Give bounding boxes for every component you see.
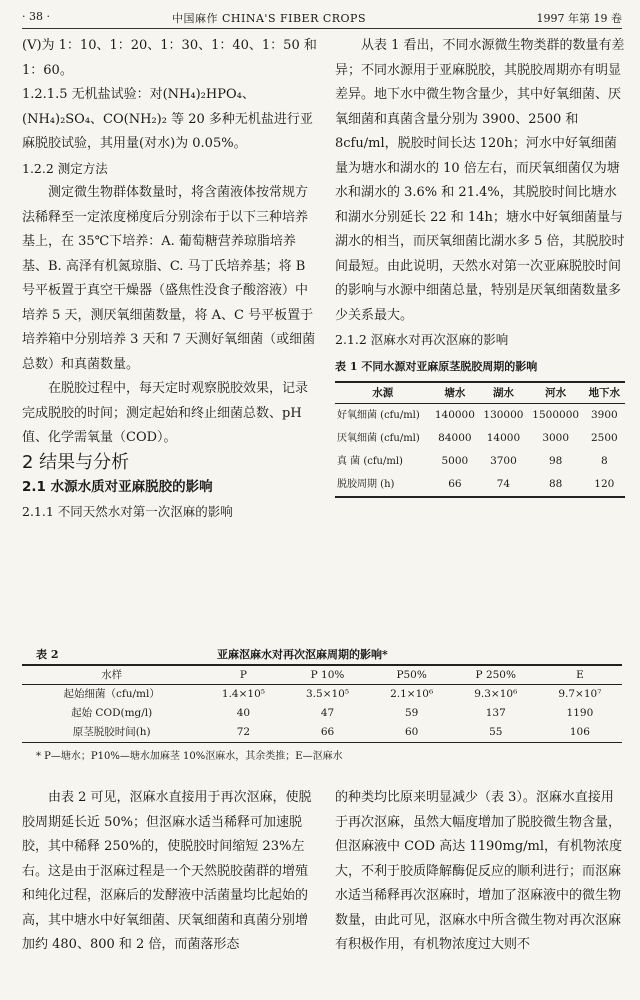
paragraph: 测定微生物群体数量时，将含菌液体按常规方法稀释至一定浓度梯度后分别涂布于以下三种培养基上，在 35℃下培养：A. 葡萄糖营养琼脂培养基、B. 高泽有机氮琼脂、C. 马丁氏培养基；将 B 号平板置于真空干燥器（盛焦性没食子酸溶液）中培养 5 天，测厌氧细菌数量，将 A、C 号平板置于培养箱中分别培养 3 天和 7 天测好氧细菌（或细菌总数）和真菌数量。 (22, 185, 316, 372)
table-2-block (22, 644, 622, 762)
row-label: 真 菌 (cfu/ml) (337, 456, 403, 467)
table-cell: 59 (404, 707, 419, 719)
table-cell: 140000 (434, 409, 475, 421)
table-cell: 72 (201, 723, 285, 743)
section-heading-2-1-2: 2.1.2 沤麻水对再次沤麻的影响 (335, 332, 509, 347)
table-2-label: 表 2 (36, 648, 59, 661)
table-header-cell: 地下水 (584, 382, 625, 404)
volume-info: 1997 年第 19 卷 (536, 12, 622, 25)
table-cell: 40 (236, 707, 251, 719)
table-1-caption: 表 1 不同水源对亚麻原茎脱胶周期的影响 (335, 359, 538, 373)
table-cell: 98 (548, 455, 563, 467)
table-2 (22, 664, 622, 743)
right-column (335, 34, 625, 498)
table-cell: 55 (454, 723, 538, 743)
row-label: 好氧细菌 (cfu/ml) (337, 410, 420, 421)
table-cell: 66 (285, 723, 369, 743)
page-number: · 38 · (22, 10, 50, 23)
table-cell: 14000 (486, 432, 521, 444)
page-header (22, 8, 622, 29)
row-label: 起始细菌（cfu/ml） (63, 688, 160, 700)
table-header-cell: E (538, 665, 622, 685)
table-cell: 120 (584, 473, 625, 497)
table-cell: 3.5×10⁵ (306, 688, 350, 700)
table-2-caption: 亚麻沤麻水对再次沤麻周期的影响* (217, 648, 388, 661)
row-label: 原茎脱胶时间(h) (22, 723, 201, 743)
table-cell: 47 (320, 707, 335, 719)
table-header-cell: 水源 (335, 382, 431, 404)
table-cell: 60 (370, 723, 454, 743)
table-row (22, 723, 622, 743)
table-row (335, 404, 625, 428)
table-cell: 3900 (590, 409, 618, 421)
table-cell: 2.1×10⁶ (390, 688, 434, 700)
bottom-left-column (22, 786, 317, 958)
table-cell: 8 (600, 455, 608, 467)
table-cell: 2500 (590, 432, 618, 444)
left-column (22, 34, 317, 524)
paragraph: 由表 2 可见，沤麻水直接用于再次沤麻，使脱胶周期延长近 50%；但沤麻水适当稀释可加速脱胶，其中稀释 250%的，使脱胶时间缩短 23%左右。这是由于沤麻过程是一个天然脱胶菌群的增殖和纯化过程，沤麻后的发酵液中活菌量均比起始的高，其中塘水中好氧细菌、厌氧细菌和真菌分别增加约 480、800 和 2 倍，而菌落形态 (22, 790, 312, 952)
row-label: 起始 COD(mg/l) (71, 707, 153, 719)
table-header-cell: P 250% (454, 665, 538, 685)
bottom-right-column (335, 786, 625, 958)
table-row (335, 450, 625, 473)
row-label: 脱胶周期 (h) (335, 473, 431, 497)
table-cell: 66 (431, 473, 480, 497)
table-cell: 1190 (566, 707, 594, 719)
table-cell: 74 (479, 473, 528, 497)
journal-title: 中国麻作 CHINA'S FIBER CROPS (172, 12, 366, 25)
table-cell: 84000 (438, 432, 472, 444)
table-cell: 106 (538, 723, 622, 743)
table-cell: 9.7×10⁷ (558, 688, 602, 700)
table-2-footnote: * P—塘水；P10%—塘水加麻茎 10%沤麻水，其余类推；E—沤麻水 (36, 751, 343, 762)
table-header-cell: P50% (370, 665, 454, 685)
table-2-heading (22, 644, 622, 664)
section-heading-2: 2 结果与分析 (22, 451, 130, 473)
table-header-cell: 河水 (528, 382, 584, 404)
table-header-cell: 水样 (22, 665, 201, 685)
table-header-cell: 湖水 (479, 382, 528, 404)
table-cell: 9.3×10⁶ (474, 688, 518, 700)
row-label: 厌氧细菌 (cfu/ml) (337, 433, 420, 444)
section-heading-1-2-2: 1.2.2 测定方法 (22, 160, 108, 176)
section-heading-2-1-1: 2.1.1 不同天然水对第一次沤麻的影响 (22, 503, 233, 519)
section-heading-2-1: 2.1 水源水质对亚麻脱胶的影响 (22, 479, 213, 495)
table-header-cell: P 10% (285, 665, 369, 685)
paragraph: 的种类均比原来明显减少（表 3）。沤麻水直接用于再次沤麻，虽然大幅度增加了脱胶微生物含量，但沤麻液中 COD 高达 1190mg/ml，有机物浓度大，不利于胶质降解酶促反应的顺利进行；而沤麻水适当稀释再次沤麻时，增加了沤麻液中的微生物数量，由此可见，沤麻水中所含微生物对再次沤麻有积极作用，有机物浓度过大则不 (335, 790, 623, 952)
table-cell: 5000 (441, 455, 469, 467)
table-cell: 3000 (542, 432, 570, 444)
table-row (22, 685, 622, 705)
table-header-row (335, 382, 625, 404)
table-cell: 1.4×10⁵ (221, 688, 265, 700)
paragraph: 在脱胶过程中，每天定时观察脱胶效果，记录完成脱胶的时间；测定起始和终止细菌总数、pH 值、化学需氧量（COD）。 (22, 381, 309, 445)
table-cell: 88 (528, 473, 584, 497)
table-header-cell: P (201, 665, 285, 685)
table-header-row (22, 665, 622, 685)
paragraph: 1.2.1.5 无机盐试验：对(NH₄)₂HPO₄、(NH₄)₂SO₄、CO(NH₂)₂ 等 20 多种无机盐进行亚麻脱胶试验，其用量(对水)为 0.05%。 (22, 87, 313, 151)
table-row (22, 704, 622, 723)
paragraph: (V)为 1：10、1：20、1：30、1：40、1：50 和 1：60。 (22, 38, 317, 78)
table-cell: 1500000 (532, 409, 580, 421)
table-1 (335, 381, 625, 498)
table-cell: 137 (485, 707, 506, 719)
paragraph: 从表 1 看出，不同水源微生物类群的数量有差异；不同水源用于亚麻脱胶，其脱胶周期亦有明显差异。地下水中微生物含量少，其中好氧细菌、厌氧细菌和真菌含量分别为 3900、2500 和 8cfu/ml，脱胶时间长达 120h；河水中好氧细菌量为塘水和湖水的 10 倍左右，而厌氧细菌仅为塘水和湖水的 3.6% 和 21.4%，其脱胶时间比塘水和湖水分别延长 22 和 14h；塘水中好氧细菌量与湖水的相当，而厌氧细菌比湖水多 5 倍，其脱胶时间最短。由此说明，天然水对第一次亚麻脱胶时间的影响与水源中细菌总量，特别是厌氧细菌数量多少关系最大。 (335, 38, 625, 323)
table-cell: 3700 (490, 455, 517, 467)
table-row (335, 427, 625, 450)
table-row (335, 473, 625, 497)
table-cell: 130000 (483, 409, 524, 421)
table-header-cell: 塘水 (431, 382, 480, 404)
